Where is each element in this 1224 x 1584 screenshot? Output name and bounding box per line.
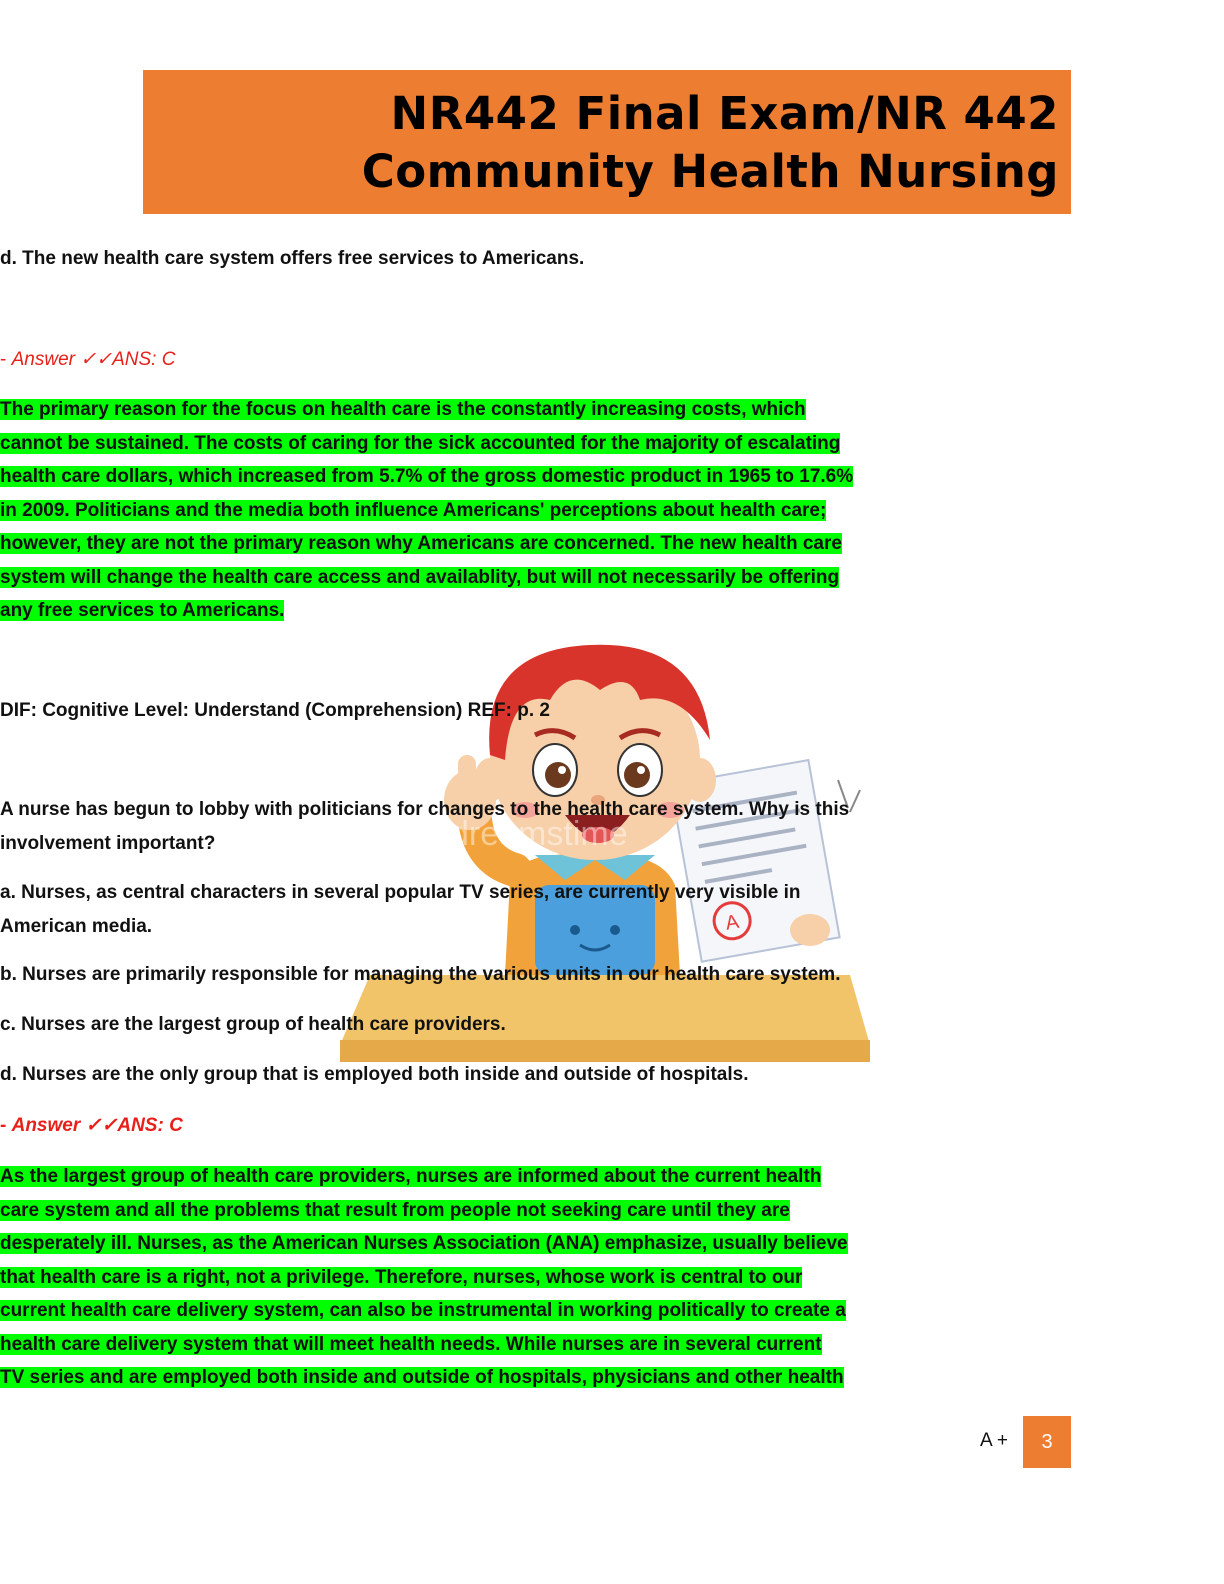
q1-option-d: d. The new health care system offers free services to Americans.: [0, 248, 585, 269]
q2-answer-dash: -: [0, 1115, 12, 1136]
q1-answer-dash: -: [0, 349, 12, 370]
q2-option-b: b. Nurses are primarily responsible for managing the various units in our health care system.: [0, 964, 841, 985]
q2-option-a: [0, 876, 801, 943]
q1-answer-label: Answer ✓✓ANS: C: [11, 349, 176, 370]
paper-grade-mark: A: [723, 910, 741, 935]
q2-option-a-line: a. Nurses, as central characters in several popular TV series, are currently very visible in: [0, 882, 801, 903]
q2-stem: [0, 793, 849, 860]
q1-dif: DIF: Cognitive Level: Understand (Comprehension) REF: p. 2: [0, 700, 550, 721]
q2-answer-label: Answer ✓✓ANS: C: [11, 1115, 183, 1136]
q2-rationale-line: current health care delivery system, can also be instrumental in working politically to create a: [0, 1300, 846, 1321]
q2-rationale-line: that health care is a right, not a privilege. Therefore, nurses, whose work is central to our: [0, 1266, 803, 1288]
q1-rationale-line: however, they are not the primary reason why Americans are concerned. The new health care: [0, 533, 842, 554]
q1-rationale-line: health care dollars, which increased from 5.7% of the gross domestic product in 1965 to 17.6%: [0, 466, 854, 487]
q2-rationale-line: health care delivery system that will meet health needs. While nurses are in several current: [0, 1333, 822, 1355]
q2-option-c: c. Nurses are the largest group of health care providers.: [0, 1014, 506, 1035]
q2-rationale: [0, 1160, 848, 1395]
page-title-line2: Community Health Nursing: [361, 145, 1059, 198]
q2-rationale-line: TV series and are employed both inside and outside of hospitals, physicians and other health: [0, 1367, 844, 1388]
q1-rationale-line: cannot be sustained. The costs of caring for the sick accounted for the majority of escalating: [0, 432, 841, 454]
q2-option-d: d. Nurses are the only group that is employed both inside and outside of hospitals.: [0, 1064, 749, 1085]
q2-rationale-line: As the largest group of health care providers, nurses are informed about the current health: [0, 1166, 822, 1187]
q2-stem-line: involvement important?: [0, 832, 216, 854]
q1-answer: [0, 343, 175, 377]
q1-rationale-line: The primary reason for the focus on health care is the constantly increasing costs, which: [0, 399, 806, 420]
footer-grade-label: A +: [980, 1430, 1008, 1451]
q1-rationale-line: any free services to Americans.: [0, 600, 285, 621]
page-number: 3: [1041, 1431, 1053, 1453]
q2-stem-line: A nurse has begun to lobby with politicians for changes to the health care system. Why is this: [0, 799, 850, 820]
q1-rationale: [0, 393, 853, 628]
q2-rationale-line: care system and all the problems that result from people not seeking care until they are: [0, 1199, 790, 1221]
page-title-line1: NR442 Final Exam/NR 442: [390, 87, 1059, 140]
q1-rationale-line: system will change the health care access and availablity, but will not necessarily be offering: [0, 566, 840, 588]
q2-option-a-line: American media.: [0, 915, 153, 937]
q1-rationale-line: in 2009. Politicians and the media both influence Americans' perceptions about health care;: [0, 499, 827, 521]
watermark: dreamstime: [450, 815, 628, 853]
page-number-box: [1023, 1416, 1071, 1468]
q2-answer: [0, 1109, 183, 1143]
q2-rationale-line: desperately ill. Nurses, as the American Nurses Association (ANA) emphasize, usually believe: [0, 1233, 848, 1254]
